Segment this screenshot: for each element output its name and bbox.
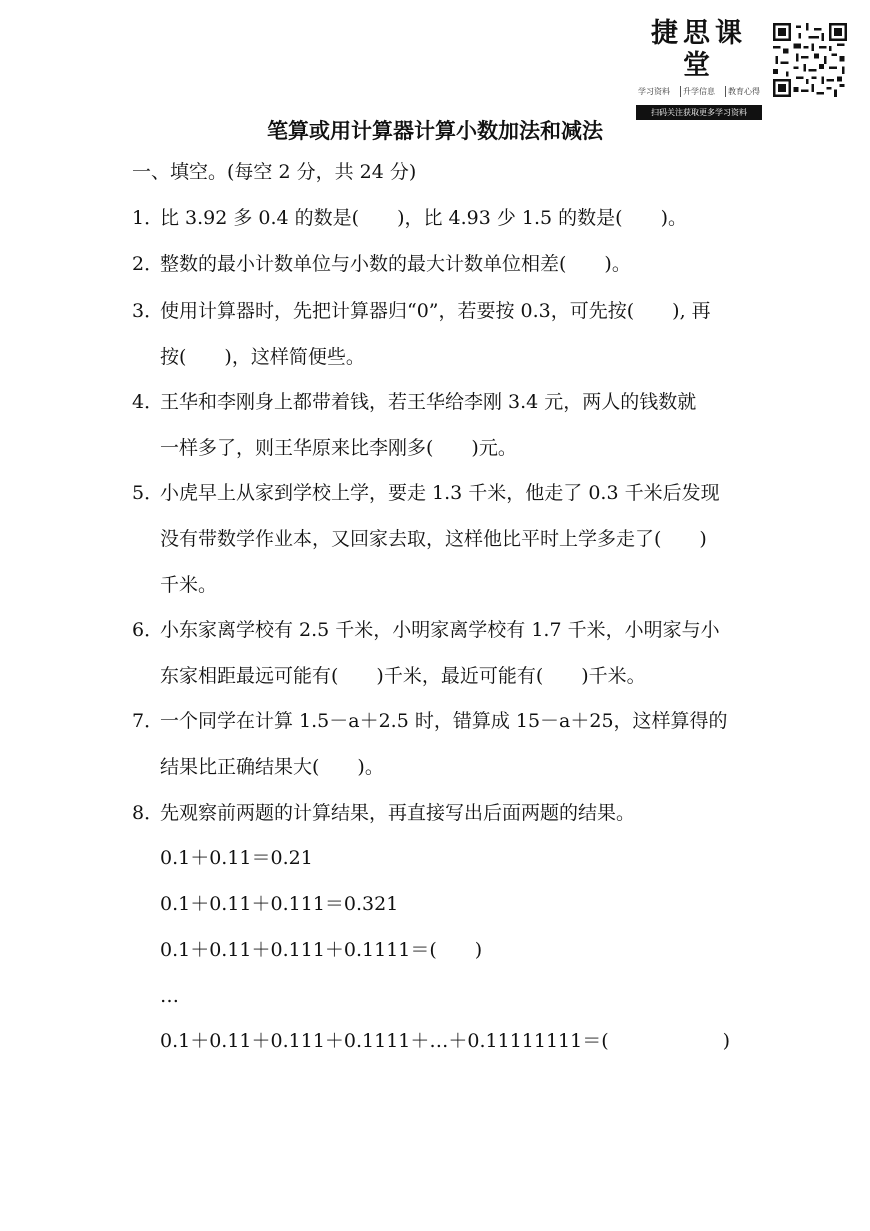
brand-tags xyxy=(636,86,762,97)
question-3 xyxy=(132,299,711,323)
question-text: 小虎早上从家到学校上学，要走 1.3 千米，他走了 0.3 千米后发现 xyxy=(160,482,720,504)
question-7 xyxy=(132,709,728,733)
equation-line: 0.1＋0.11＋0.111＝0.321 xyxy=(160,893,399,915)
question-text: 先观察前两题的计算结果，再直接写出后面两题的结果。 xyxy=(160,802,636,824)
brand-tag: 升学信息 xyxy=(680,86,717,97)
question-1 xyxy=(132,206,687,230)
brand-tag: 学习资料 xyxy=(638,87,670,96)
brand-banner: 扫码关注获取更多学习资料 xyxy=(636,105,762,120)
equation-line: 0.1＋0.11＋0.111＋0.1111＝( ) xyxy=(160,939,483,961)
question-7-continuation: 结果比正确结果大( )。 xyxy=(160,756,384,778)
question-number: 2． xyxy=(132,253,164,275)
question-number: 4． xyxy=(132,391,164,413)
question-text: 比 3.92 多 0.4 的数是( )，比 4.93 少 1.5 的数是( )。 xyxy=(160,207,688,229)
question-4-continuation: 一样多了，则王华原来比李刚多( )元。 xyxy=(160,437,517,459)
question-number: 3． xyxy=(132,300,164,322)
worksheet-title: 笔算或用计算器计算小数加法和减法 xyxy=(267,119,603,143)
question-5 xyxy=(132,481,720,505)
question-8 xyxy=(132,801,635,825)
question-text: 整数的最小计数单位与小数的最大计数单位相差( )。 xyxy=(160,253,631,275)
equation-line: 0.1＋0.11＋0.111＋0.1111＋…＋0.11111111＝( ) xyxy=(160,1030,731,1052)
question-3-continuation: 按( )，这样简便些。 xyxy=(160,346,365,368)
brand-block xyxy=(636,18,762,120)
question-text: 使用计算器时，先把计算器归“0”，若要按 0.3，可先按( ), 再 xyxy=(160,300,711,322)
question-number: 8． xyxy=(132,802,164,824)
equation-ellipsis: … xyxy=(160,985,179,1007)
question-number: 5． xyxy=(132,482,164,504)
brand-tag: 教育心得 xyxy=(725,86,762,97)
question-text: 一个同学在计算 1.5－a＋2.5 时，错算成 15－a＋25，这样算得的 xyxy=(160,710,728,732)
question-number: 1． xyxy=(132,207,164,229)
question-number: 6． xyxy=(132,619,164,641)
section-heading: 一、填空。(每空 2 分，共 24 分) xyxy=(132,161,417,183)
question-6-continuation: 东家相距最远可能有( )千米，最近可能有( )千米。 xyxy=(160,665,646,687)
question-text: 王华和李刚身上都带着钱，若王华给李刚 3.4 元，两人的钱数就 xyxy=(160,391,697,413)
brand-name: 捷思课堂 xyxy=(651,18,747,81)
question-number: 7． xyxy=(132,710,164,732)
question-2 xyxy=(132,252,631,276)
question-6 xyxy=(132,618,720,642)
qr-code-icon xyxy=(773,23,847,97)
question-4 xyxy=(132,390,696,414)
question-5-continuation: 没有带数学作业本，又回家去取，这样他比平时上学多走了( ) xyxy=(160,528,707,550)
equation-line: 0.1＋0.11＝0.21 xyxy=(160,847,313,869)
question-text: 小东家离学校有 2.5 千米，小明家离学校有 1.7 千米，小明家与小 xyxy=(160,619,720,641)
question-5-continuation: 千米。 xyxy=(160,574,218,596)
